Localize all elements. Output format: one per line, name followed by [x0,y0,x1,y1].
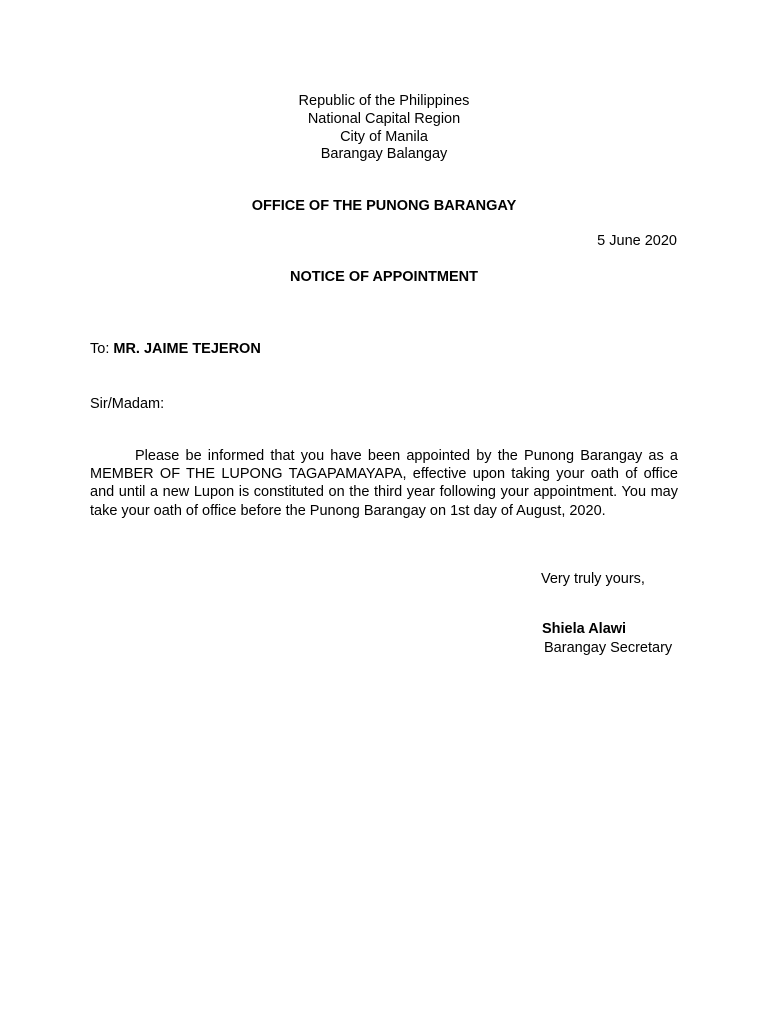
office-title: OFFICE OF THE PUNONG BARANGAY [251,198,517,214]
signatory-title: Barangay Secretary [544,640,673,656]
notice-title: NOTICE OF APPOINTMENT [290,269,478,285]
letterhead [0,93,768,164]
recipient-line [90,340,261,358]
signatory-name: Shiela Alawi [542,621,627,637]
letter-date: 5 June 2020 [597,233,677,249]
recipient-prefix: To: [90,341,114,357]
letter-body: Please be informed that you have been appointed by the Punong Barangay as a MEMBER OF THE LUPONG TAGAPAMAYAPA, effective upon taking your oath of office and until a new Lupon is constituted on the third year following your appointment. You may take your oath of office before the Punong Barangay on 1st day of August, 2020. [90,448,678,519]
letterhead-barangay: Barangay Balangay [320,146,448,163]
letterhead-country: Republic of the Philippines [298,93,470,109]
letterhead-city: City of Manila [340,128,428,145]
salutation: Sir/Madam: [90,396,165,412]
recipient-name: MR. JAIME TEJERON [113,341,261,357]
closing: Very truly yours, [541,571,645,587]
letterhead-region: National Capital Region [307,110,461,127]
